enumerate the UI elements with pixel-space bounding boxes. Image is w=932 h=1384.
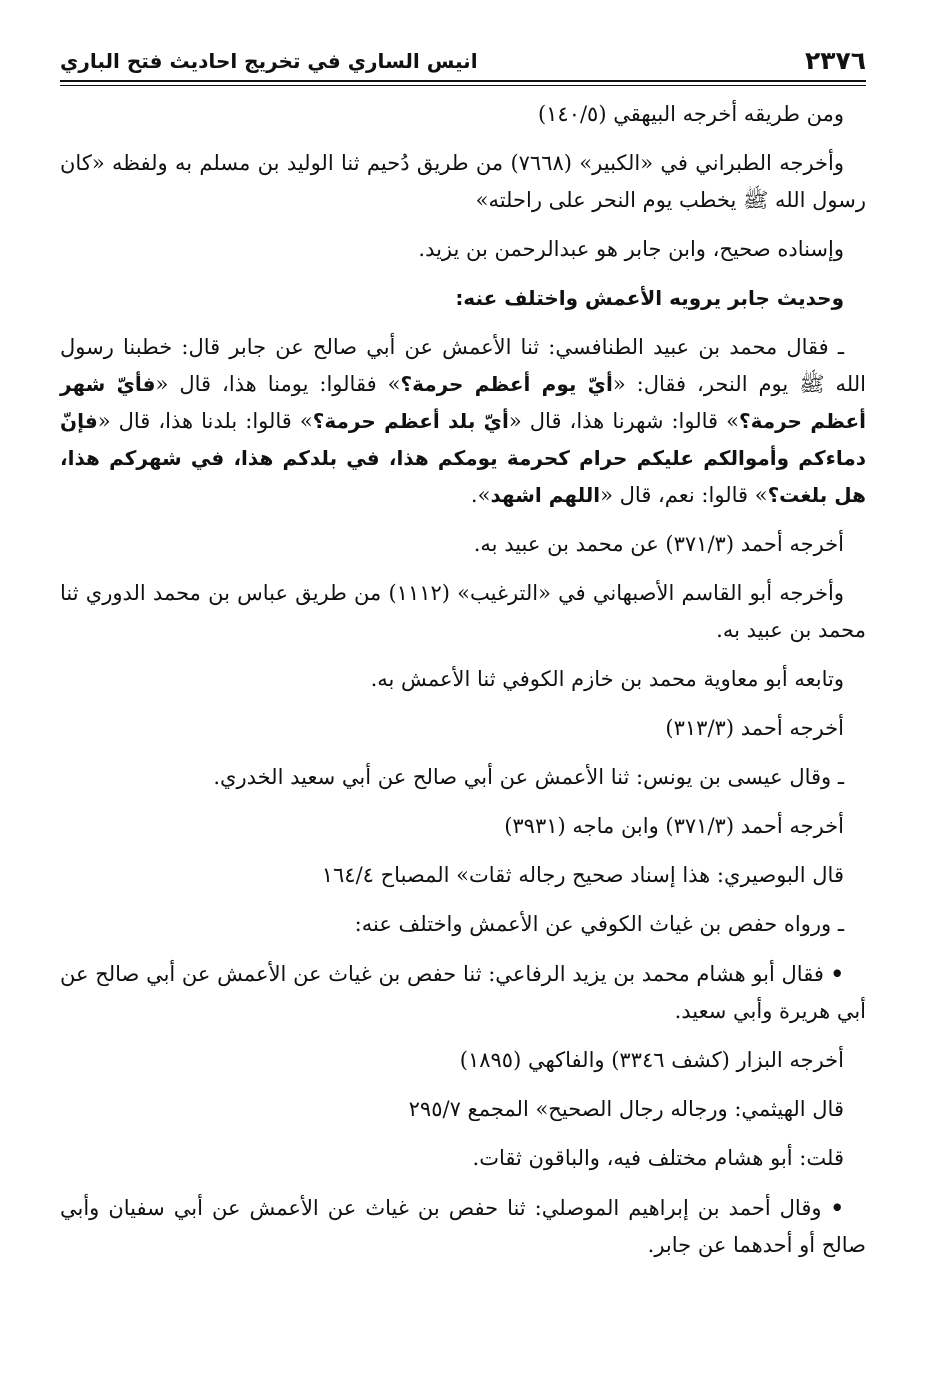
paragraph-4-text: وحديث جابر يرويه الأعمش واختلف عنه: <box>455 286 844 310</box>
paragraph-15: أخرجه البزار (كشف ٣٣٤٦) والفاكهي (١٨٩٥) <box>459 1048 844 1072</box>
open-quote: « <box>155 372 169 396</box>
p5-quote-f: أيّ بلد أعظم حرمة؟ <box>312 409 509 433</box>
p5-quote-d: فأيّ شهر أعظم حرمة؟ <box>60 372 866 433</box>
paragraph-18-text: وقال أحمد بن إبراهيم الموصلي: ثنا حفص بن غياث عن الأعمش عن أبي سفيان وأبي صالح أو أحدهما عن جابر. <box>60 1196 866 1257</box>
paragraph-9: أخرجه أحمد (٣١٣/٣) <box>665 716 844 740</box>
bullet-icon: • <box>830 1195 844 1220</box>
p5-text-e: قالوا: شهرنا هذا، قال <box>521 409 727 433</box>
bullet-icon: • <box>830 961 844 986</box>
open-quote: « <box>97 409 111 433</box>
paragraph-17: قلت: أبو هشام مختلف فيه، والباقون ثقات. <box>472 1146 844 1170</box>
close-quote: » <box>726 409 739 433</box>
open-quote: « <box>612 372 626 396</box>
close-quote: » <box>754 483 768 507</box>
paragraph-13: ـ ورواه حفص بن غياث الكوفي عن الأعمش واختلف عنه: <box>354 912 844 936</box>
p5-quote-h: فإنّ دماءكم وأموالكم عليكم حرام كحرمة يومكم هذا، في بلدكم هذا، في شهركم هذا، هل بلغت؟ <box>60 409 866 507</box>
p5-text-i: قالوا: نعم، قال <box>612 483 755 507</box>
p5-quote-j: اللهم اشهد <box>490 483 601 507</box>
close-quote: » <box>477 483 491 507</box>
paragraph-4 <box>60 280 866 317</box>
paragraph-18 <box>60 1189 866 1264</box>
p5-text-g: قالوا: بلدنا هذا، قال <box>110 409 300 433</box>
paragraph-10: ـ وقال عيسى بن يونس: ثنا الأعمش عن أبي صالح عن أبي سعيد الخدري. <box>213 765 844 789</box>
running-header <box>60 42 866 76</box>
book-page <box>60 42 866 1276</box>
header-rule <box>60 80 866 86</box>
close-quote: » <box>299 409 313 433</box>
paragraph-5 <box>60 329 866 514</box>
paragraph-14-text: فقال أبو هشام محمد بن يزيد الرفاعي: ثنا حفص بن غياث عن الأعمش عن أبي صالح عن أبي هريرة وأبي سعيد. <box>60 962 866 1023</box>
paragraph-11: أخرجه أحمد (٣٧١/٣) وابن ماجه (٣٩٣١) <box>504 814 844 838</box>
open-quote: « <box>508 409 522 433</box>
page-number: ٢٣٧٦ <box>804 46 866 75</box>
paragraph-14 <box>60 955 866 1030</box>
close-quote: » <box>387 372 401 396</box>
paragraph-8: وتابعه أبو معاوية محمد بن خازم الكوفي ثنا الأعمش به. <box>370 667 844 691</box>
paragraph-6: أخرجه أحمد (٣٧١/٣) عن محمد بن عبيد به. <box>473 532 844 556</box>
paragraph-2: وأخرجه الطبراني في «الكبير» (٧٦٦٨) من طريق دُحيم ثنا الوليد بن مسلم به ولفظه «كان رسول الله ﷺ يخطب يوم النحر على راحلته» <box>60 151 866 212</box>
page-body <box>60 96 866 1264</box>
p5-quote-b: أيّ يوم أعظم حرمة؟ <box>400 372 613 396</box>
paragraph-12: قال البوصيري: هذا إسناد صحيح رجاله ثقات» المصباح ١٦٤/٤ <box>321 863 844 887</box>
p5-text-c: فقالوا: يومنا هذا، قال <box>168 372 388 396</box>
paragraph-3: وإسناده صحيح، وابن جابر هو عبدالرحمن بن يزيد. <box>418 237 844 261</box>
paragraph-16: قال الهيثمي: ورجاله رجال الصحيح» المجمع ٢٩٥/٧ <box>408 1097 844 1121</box>
p5-text-a: ـ فقال محمد بن عبيد الطنافسي: ثنا الأعمش عن أبي صالح عن جابر قال: خطبنا رسول الله ﷺ يوم النحر، فقال: <box>60 335 866 396</box>
book-title: انيس الساري في تخريج احاديث فتح الباري <box>60 49 478 73</box>
open-quote: « <box>600 483 613 507</box>
paragraph-1: ومن طريقه أخرجه البيهقي (١٤٠/٥) <box>537 102 844 126</box>
paragraph-7: وأخرجه أبو القاسم الأصبهاني في «الترغيب» (١١١٢) من طريق عباس بن محمد الدوري ثنا محمد بن عبيد به. <box>60 581 866 642</box>
p5-text-k: . <box>470 483 478 507</box>
